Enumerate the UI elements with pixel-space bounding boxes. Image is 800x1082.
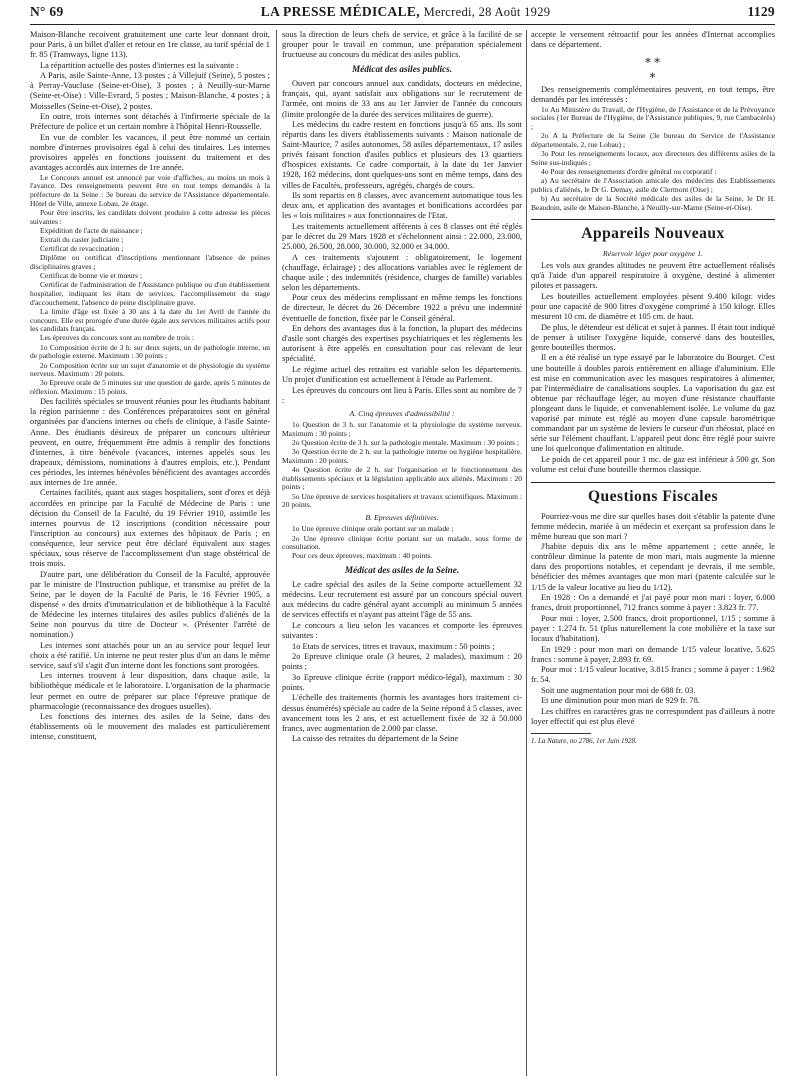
subsection-title: A. Cinq épreuves d'admissibilité :: [349, 408, 455, 418]
paragraph: Les fonctions des internes des asiles de la Seine, dans des établissements où le mouvement des malades est particulièrement intense, constituent,: [30, 712, 270, 742]
issue-date: Mercredi, 28 Août 1929: [423, 5, 551, 19]
section-title: Médicat des asiles publics.: [351, 64, 453, 75]
small-paragraph: 1o Composition écrite de 3 h. sur deux sujets, un de pathologie interne, un de pathologie externe. Maximum : 30 points ;: [30, 342, 270, 361]
footnote: 1. La Nature, no 2786, 1er Juin 1928.: [531, 737, 637, 746]
section-title: Médicat des asiles de la Seine.: [344, 565, 460, 576]
small-paragraph: 5o Une épreuve de services hospitaliers et travaux scientifiques. Maximum : 20 points.: [282, 491, 522, 510]
section-heading: Appareils Nouveaux: [581, 225, 725, 243]
paragraph: Pour moi : loyer, 2.500 francs, droit proportionnel, 1/15 ; somme à payer : 1.274 fr. 51 (plus naturellement la cote mobilière et la taxe sur locaux d'habitation).: [531, 613, 775, 643]
paragraph: En outre, trois internes sont détachés à l'infirmerie spéciale de la Préfecture de police et un certain nombre à l'hôpital Henri-Rousselle.: [30, 112, 270, 132]
paragraph: Soit une augmentation pour moi de 688 fr. 03.: [541, 685, 696, 695]
paragraph: Ils sont repartis en 8 classes, avec avancement automatique tous les deux ans, et application des avantages et bonifications accordées par les « lois militaires » aux fonctionnaires de l'Etat.: [282, 191, 522, 221]
small-paragraph: Extrait du casier judiciaire ;: [40, 234, 124, 244]
paragraph: sous la direction de leurs chefs de service, et grâce à la facilité de se grouper pour le travail en commun, une préparation spécialement fructueuse au concours du médicat des asiles publics.: [282, 30, 522, 60]
paragraph: Pourriez-vous me dire sur quelles bases doit s'établir la patente d'une femme médecin, mariée à un médecin et exerçant sa profession dans le même bureau que son mari ?: [531, 511, 775, 541]
small-paragraph: Expédition de l'acte de naissance ;: [40, 225, 143, 235]
issue-number: N° 69: [30, 4, 64, 19]
paragraph: Pour moi : 1/15 valeur locative, 3.815 francs ; somme à payer : 1.962 fr. 54.: [531, 665, 775, 685]
paragraph: La caisse des retraites du département de la Seine: [292, 734, 459, 744]
column-divider: [526, 30, 527, 1076]
small-paragraph: 3o Epreuve orale de 5 minutes sur une question de garde, après 5 minutes de réflexion. Maximum : 15 points.: [30, 378, 270, 397]
small-paragraph: 2o Une épreuve clinique écrite portant sur un malade, sous forme de consultation.: [282, 533, 522, 552]
small-paragraph: 2o Question écrite de 3 h. sur la pathologie mentale. Maximum : 30 points ;: [292, 437, 520, 447]
paragraph: En 1928 : On a demandé et j'ai payé pour mon mari : loyer, 6.000 francs, droit proportionnel, 712 francs somme à payer : 3.823 fr. 77.: [531, 593, 775, 613]
definitive-tests: [282, 525, 522, 561]
section-heading: Questions Fiscales: [588, 487, 718, 505]
paragraph: Les vols aux grandes altitudes ne peuvent être actuellement réalisés qu'à l'aide d'un appareil respiratoire à oxygène, destiné à alimenter pilotes et passagers.: [531, 261, 775, 291]
paragraph: Pour ceux des médecins remplissant en même temps les fonctions de directeur, le décret du 26 Décembre 1922 a prévu une indemnité éventuelle de fonction, fixée par le Conseil général.: [282, 293, 522, 323]
paragraph: J'habite depuis dix ans le même appartement ; cette année, le contrôleur diminue la patente de mon mari, mais augmente la mienne dans des proportions notables, et cependant je devrais, il me semble, bénéficier des mêmes avantages que mon mari (patente calculée sur le 1/15 de la valeur locative au lieu du 1/12).: [531, 542, 775, 592]
small-paragraph: Les épreuves du concours sont au nombre de trois :: [40, 333, 194, 343]
column-divider: [276, 30, 277, 1076]
masthead: [261, 4, 551, 20]
small-paragraph: 2o A la Préfecture de la Seine (3e bureau du Service de l'Assistance départementale, 2, rue Lobau) ;: [531, 131, 775, 149]
small-paragraph: Le Concours annuel est annoncé par voie d'affiches, au moins un mois à l'avance. Des renseignements peuvent être en tout temps demandés à la préfecture de la Seine : 3e bureau du service de l'Assistance départementale. Hôtel de Ville, annexe Lobau, 2e étage.: [30, 172, 270, 208]
paragraph: Des facilités spéciales se trouvent réunies pour les étudiants habitant la région parisienne : des Conférences préparatoires sont en général organisées par d'anciens internes ou chefs de clinique, à l'asile Sainte-Anne. Des étudiants désireux de préparer un concours ultérieur peuvent, en outre, fréquemment être admis à remplir des fonctions d'internes, à titre bénévole (vacances, internes appelés sous les drapeaux, démissions, nominations à d'autres emplois, etc.). Pendant ces périodes, les internes bénévoles bénéficient des avantages accordés aux internes de 1re année.: [30, 397, 270, 487]
small-paragraph: 1o Au Ministère du Travail, de l'Hygiène, de l'Assistance et de la Prévoyance sociales (1er Bureau de l'Hygiène, de l'Assistance publiques, 9, rue Cambacérès) ;: [531, 104, 775, 131]
article-title: Réservoir léger pour oxygène 1.: [602, 248, 704, 258]
small-paragraph: 1o Une épreuve clinique orale portant sur un malade ;: [292, 524, 454, 534]
paragraph: 2o Epreuve clinique orale (3 heures, 2 malades), maximum : 20 points ;: [282, 652, 522, 672]
paragraph: accepte le versement rétroactif pour les années d'Internat accomplies dans ce département.: [531, 30, 775, 50]
paragraph: A ces traitements s'ajoutent : obligatoirement, le logement (chauffage, éclairage) ; des allocations variables avec le règlement de chaque asile ; des indemnités (résidence, charges de famille) variables selon les départements.: [282, 252, 522, 292]
column-middle: [282, 30, 522, 1076]
paragraph: D'autre part, une délibération du Conseil de la Faculté, approuvée par le ministre de l'Instruction publique, et transmise au préfet de la Seine, par le doyen de la Faculté de Paris, le 16 Février 1905, a dispensé « des droits d'immatriculation et de bibliothèque à la Faculté de Médecine les internes titulaires des asiles publics d'aliénés de la Seine non pourvus du titre de Docteur ». (Présenter l'arrêté de nomination.): [30, 569, 270, 640]
column-left: [30, 30, 270, 1076]
small-paragraph: Pour ces deux épreuves, maximum : 40 points.: [292, 551, 433, 561]
section-rule: [531, 482, 775, 483]
page-header: [30, 4, 775, 24]
section-rule: [531, 219, 775, 220]
paragraph: Les internes trouvent à leur disposition, dans chaque asile, la bibliothèque médicale et le laboratoire. L'organisation de la pharmacie leur permet en outre de préparer sur place l'épreuve pratique de pharmacologie (reconnaissance des drogues usuelles).: [30, 671, 270, 711]
paragraph: La répartition actuelle des postes d'internes est la suivante :: [40, 60, 239, 70]
paragraph: Les médecins du cadre restent en fonctions jusqu'à 65 ans. Ils sont répartis dans les divers établissements suivants : Maison nationale de Saint-Maurice, 7 asiles autonomes, 58 asiles départementaux, 17 asiles privés faisant fonction d'asiles publics et plusieurs des 13 quartiers d'hospices existants. Ce cadre comportait, à la date du 1er Janvier 1928, 162 médecins, dont quelques-uns sont en même temps, dans des villes de Facultés, professeurs, agrégés, chargés de cours.: [282, 120, 522, 190]
paragraph: Le cadre spécial des asiles de la Seine comporte actuellement 32 médecins. Leur recrutement est assuré par un concours spécial ouvert aux médecins du cadre général ayant accompli au minimum 5 années de services effectifs et n'ayant pas atteint l'âge de 55 ans.: [282, 580, 522, 620]
small-paragraph: Diplôme ou certificat d'inscriptions mentionnant l'absence de peines disciplinaires graves ;: [30, 253, 270, 271]
header-rule: [30, 24, 775, 25]
paragraph: 3o Epreuve clinique écrite (rapport médico-légal), maximum : 30 points.: [282, 672, 522, 692]
paragraph: Les épreuves du concours ont lieu à Paris. Elles sont au nombre de 7 :: [282, 385, 522, 405]
small-paragraph: 2o Composition écrite sur un sujet d'anatomie et de physiologie du système nerveux. Maximum : 20 points.: [30, 360, 270, 379]
contacts-list: [531, 106, 775, 213]
paragraph: Et une diminution pour mon mari de 929 fr. 78.: [541, 696, 700, 706]
paragraph: Il en a été réalisé un type essayé par le laboratoire du Bourget. C'est une bouteille à doubles parois entièrement en alliage d'aluminium. Elle est mise en communication avec les masques respiratoires à alimenter, par l'intermédiaire de canalisations souples. La vaporisation du gaz est obtenue par réchauffage léger, au moyen d'une résistance chauffante plongeant dans le liquide, et convenablement isolée. Le volume du gaz vaporisé par minute est réglé au moyen d'une capsule barométrique commandant par un système de leviers le curseur d'un rhéostat, placé en série sur l'élément chauffant. L'appareil peut donc être réglé pour suivre une loi quelconque d'alimentation en altitude.: [531, 353, 775, 454]
paragraph: 1o Etats de services, titres et travaux, maximum : 50 points ;: [292, 641, 495, 651]
paragraph: Maison-Blanche recoivent gratuitement une carte leur donnant droit, pour Paris, à un billet d'aller et retour en 1re classe, au tarif spécial de 1 fr. 85 (Tramways, ligne 113).: [30, 30, 270, 60]
small-paragraph: b) Au secrétaire de la Société médicale des asiles de la Seine, le Dr H. Beaudoin, asile de Maison-Blanche, à Neuilly-sur-Marne (Seine-et-Oise).: [531, 193, 775, 212]
small-paragraph: Certificat de bonne vie et mœurs ;: [40, 271, 143, 281]
paragraph: En 1929 : pour mon mari on demande 1/15 valeur locative, 5.625 francs : somme à payer, 2.893 fr. 69.: [531, 644, 775, 664]
paragraph: Le régime actuel des retraites est variable selon les départements. Un projet d'unification est actuellement à l'étude au Parlement.: [282, 364, 522, 385]
small-paragraph: 4o Pour des renseignements d'ordre général ou corporatif :: [541, 166, 717, 176]
section-separator: ∗∗ ∗: [643, 53, 663, 82]
paragraph: Ouvert par concours annuel aux candidats, docteurs en médecine, français, qui, ayant satisfait aux obligations sur le recrutement de l'armée, ont moins de 33 ans au 1er Janvier de l'année du concours (limite prolongée de la durée des services militaires de guerre).: [282, 79, 522, 119]
paragraph: De plus, le détendeur est délicat et sujet à pannes. Il était tout indiqué de penser à utiliser l'oxygène liquide, conservé dans des bouteilles, genre bouteilles thermos.: [531, 322, 775, 352]
paragraph: A Paris, asile Sainte-Anne, 13 postes ; à Villejuif (Seine), 5 postes ; à Perray-Vaucluse (Seine-et-Oise), 3 postes ; à Neuilly-sur-Marne (Seine-et-Oise) : Ville-Evrard, 5 postes ; Maison-Blanche, 4 postes ; à Moisselles (Seine-et-Oise), 2 postes.: [30, 71, 270, 111]
journal-title: LA PRESSE MÉDICALE,: [260, 4, 420, 19]
concours-details: [30, 174, 270, 397]
paragraph: Les chiffres en caractères gras ne correspondent pas d'ailleurs à notre loyer effectif qui est plus élevé: [531, 707, 775, 727]
paragraph: Des renseignements complémentaires peuvent, en tout temps, être demandés par les intéressés :: [531, 84, 775, 105]
paragraph: Le concours a lieu selon les vacances et comporte les épreuves suivantes :: [282, 620, 522, 640]
paragraph: Les internes sont attachés pour un an au service pour lequel leur choix a été ratifié. Un interne ne peut rester plus d'un an dans le même service, sauf s'il s'agit d'un interne dont les fonctions sont prorogées.: [30, 640, 270, 670]
subsection-title: B. Epreuves définitives.: [365, 512, 439, 522]
small-paragraph: La limite d'âge est fixée à 30 ans à la date du 1er Avril de l'année du concours. Elle est prorogée d'une durée égale aux services militaires actifs pour les candidats français.: [30, 306, 270, 334]
column-right: [531, 30, 775, 1076]
paragraph: Les traitements actuellement afférents à ces 8 classes ont été réglés par le décret du 29 Mars 1928 et s'échelonnent ainsi : 22.000, 23.000, 25.000, 26.500, 28.000, 30.000, 32.000 et 34.000.: [282, 221, 522, 252]
small-paragraph: 3o Question écrite de 2 h. sur la pathologie interne ou hygiène hospitalière. Maximum : 20 points.: [282, 447, 522, 465]
paragraph: En dehors des avantages dus à la fonction, la plupart des médecins d'asile sont chargés des expertises psychiatriques et les règlements les autorisent à être appelés en consultation pour cas relevant de leur spécialité.: [282, 324, 522, 364]
paragraph: L'échelle des traitements (hormis les avantages hors traitement ci-dessus énumérés) spéciale au cadre de la Seine répond à 5 classes, avec avancement tous les 2 ans, et est actuellement fixée de 32 à 50.000 francs, avec augmentation de 2.000 par classe.: [282, 693, 522, 733]
small-paragraph: 4o Question écrite de 2 h. sur l'organisation et le fonctionnement des établissements spéciaux et la législation applicable aux aliénés. Maximum : 20 points ;: [282, 465, 522, 492]
small-paragraph: a) Au secrétaire de l'Association amicale des médecins des Etablissements publics d'aliénés, le Dr G. Demay, asile de Clermont (Oise) ;: [531, 176, 775, 194]
page-number: 1129: [747, 4, 775, 19]
paragraph: Le poids de cet appareil pour 1 mc. de gaz est inférieur à 500 gr. Son volume est celui d'une bouteille thermos classique.: [531, 454, 775, 474]
small-paragraph: Certificat de l'administration de l'Assistance publique ou d'un établissement hospitalier, indiquant les états de services, l'accomplissement du stage d'accouchement, l'absence de peine disciplinaire grave.: [30, 280, 270, 307]
small-paragraph: Pour être inscrits, les candidats doivent produire à cette adresse les pièces suivantes :: [30, 207, 270, 226]
paragraph: En vue de combler les vacances, il peut être nommé un certain nombre d'internes provisoires égal à celui des titulaires. Les internes provisoires appelés en fonctions jouissent du traitement et des avantages accordés aux internes de 1re année.: [30, 132, 270, 173]
paragraph: Les bouteilles actuellement employées pèsent 9.400 kilogr. vides pour une capacité de 900 litres d'oxygène comprimé à 150 kilogr. Elles mesurent 10 cm. de diamètre et 105 cm. de haut.: [531, 292, 775, 322]
small-paragraph: Certificat de revaccination ;: [40, 244, 124, 254]
admissibility-tests: [282, 421, 522, 510]
footnote-rule: [531, 733, 591, 734]
paragraph: Certaines facilités, quant aux stages hospitaliers, sont d'ores et déjà accordées en principe par la Faculté de Médecine de Paris : une décision du Conseil de la Faculté, du 19 Février 1910, assimile les internes pourvus de 12 inscriptions (condition nécessaire pour l'inscription au concours) aux externes des hôpitaux de Paris ; en conséquence, leur service peut être déclaré équivalent aux stages spéciaux, sous réserve de l'accomplissement d'un stage obstétrical de trois mois.: [30, 488, 270, 569]
small-paragraph: 1o Question de 3 h. sur l'anatomie et la physiologie du système nerveux. Maximum : 30 points ;: [282, 420, 522, 438]
small-paragraph: 3o Pour les renseignements locaux, aux directeurs des différents asiles de la Seine sus-indiqués ;: [531, 149, 775, 167]
